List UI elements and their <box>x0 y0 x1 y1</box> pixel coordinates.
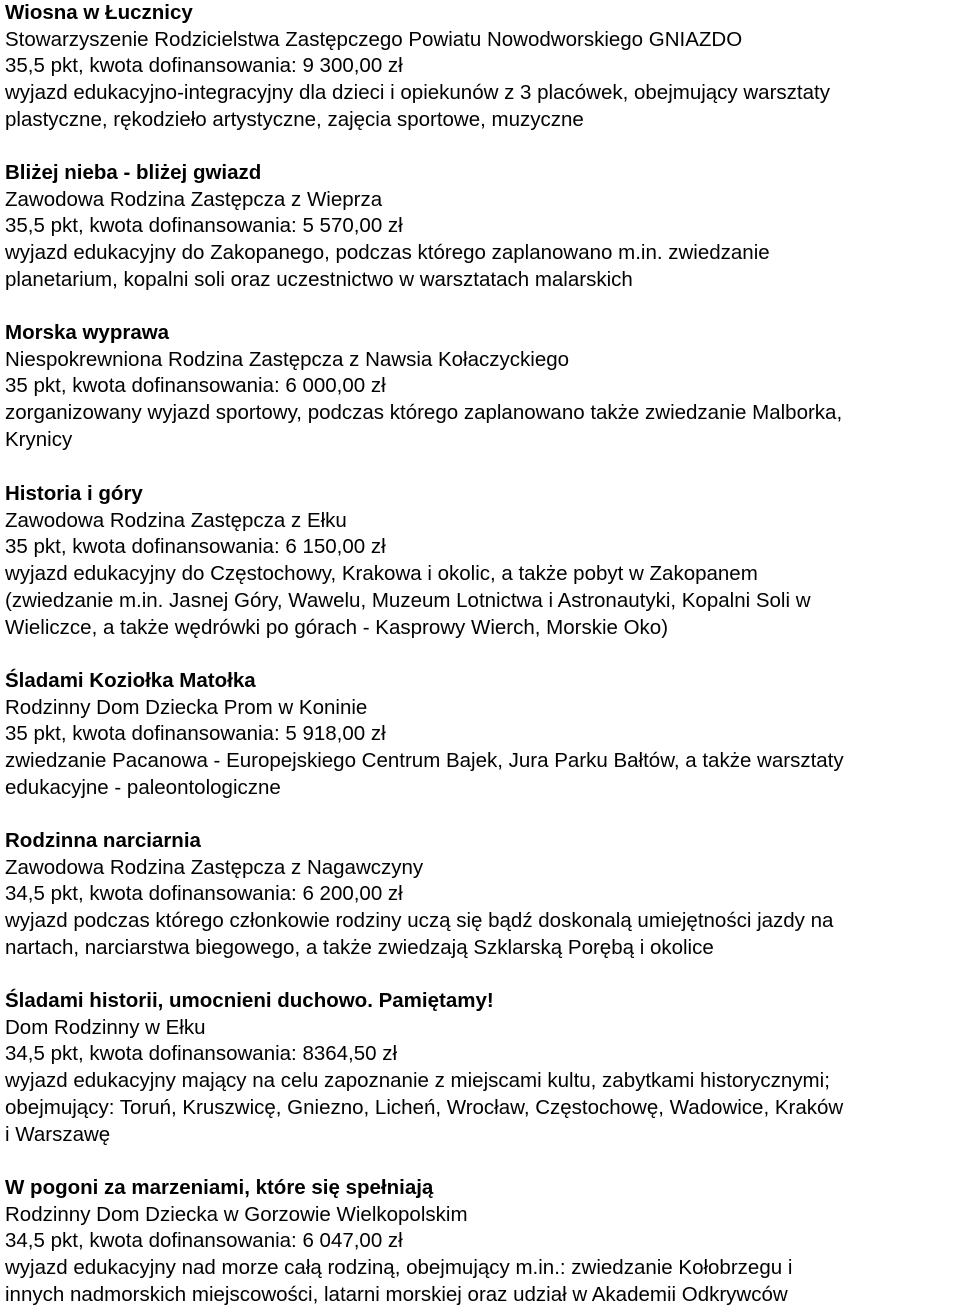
project-title: Bliżej nieba - bliżej gwiazd <box>5 161 262 184</box>
description-line: edukacyjne - paleontologiczne <box>5 775 281 799</box>
project-title: Śladami historii, umocnieni duchowo. Pamiętamy! <box>5 989 494 1012</box>
project-funding: 35,5 pkt, kwota dofinansowania: 9 300,00 zł <box>5 54 403 78</box>
description-line: Wieliczce, a także wędrówki po górach - Kasprowy Wierch, Morskie Oko) <box>5 615 669 639</box>
description-line: wyjazd edukacyjny nad morze całą rodziną, obejmujący m.in.: zwiedzanie Kołobrzegu i <box>5 1256 793 1280</box>
project-funding: 35 pkt, kwota dofinansowania: 5 918,00 zł <box>5 722 386 746</box>
project-description <box>5 908 960 961</box>
project-title: Rodzinna narciarnia <box>5 829 201 852</box>
project-funding: 35,5 pkt, kwota dofinansowania: 5 570,00 zł <box>5 214 403 238</box>
description-line: wyjazd edukacyjno-integracyjny dla dzieci i opiekunów z 3 placówek, obejmujący warsztaty <box>5 81 830 105</box>
description-line: wyjazd edukacyjny do Częstochowy, Krakowa i okolic, a także pobyt w Zakopanem <box>5 562 758 586</box>
project-title: Historia i góry <box>5 482 143 505</box>
project-funding: 34,5 pkt, kwota dofinansowania: 6 200,00 zł <box>5 882 403 906</box>
description-line: Krynicy <box>5 427 73 451</box>
project-entry <box>5 668 960 802</box>
project-description <box>5 240 960 293</box>
description-line: wyjazd podczas którego członkowie rodziny uczą się bądź doskonalą umiejętności jazdy na <box>5 909 834 933</box>
project-organization: Zawodowa Rodzina Zastępcza z Ełku <box>5 508 347 532</box>
project-organization: Rodzinny Dom Dziecka w Gorzowie Wielkopolskim <box>5 1202 468 1226</box>
project-organization: Stowarzyszenie Rodzicielstwa Zastępczego Powiatu Nowodworskiego GNIAZDO <box>5 27 743 51</box>
project-entry <box>5 0 960 134</box>
description-line: i Warszawę <box>5 1122 111 1146</box>
project-description <box>5 1255 960 1308</box>
description-line: (zwiedzanie m.in. Jasnej Góry, Wawelu, Muzeum Lotnictwa i Astronautyki, Kopalni Soli w <box>5 588 811 612</box>
project-description <box>5 80 960 133</box>
project-organization: Niespokrewniona Rodzina Zastępcza z Nawsia Kołaczyckiego <box>5 347 570 371</box>
project-description <box>5 748 960 801</box>
project-organization: Zawodowa Rodzina Zastępcza z Wieprza <box>5 187 383 211</box>
project-funding: 35 pkt, kwota dofinansowania: 6 150,00 zł <box>5 535 386 559</box>
project-title: Wiosna w Łucznicy <box>5 1 193 24</box>
project-funding: 34,5 pkt, kwota dofinansowania: 6 047,00 zł <box>5 1229 403 1253</box>
project-description <box>5 561 960 641</box>
project-title: Śladami Koziołka Matołka <box>5 669 256 692</box>
project-organization: Dom Rodzinny w Ełku <box>5 1015 206 1039</box>
description-line: plastyczne, rękodzieło artystyczne, zajęcia sportowe, muzyczne <box>5 107 584 131</box>
project-funding: 35 pkt, kwota dofinansowania: 6 000,00 zł <box>5 374 386 398</box>
project-organization: Zawodowa Rodzina Zastępcza z Nagawczyny <box>5 855 424 879</box>
description-line: planetarium, kopalni soli oraz uczestnictwo w warsztatach malarskich <box>5 267 633 291</box>
project-entry <box>5 160 960 294</box>
project-entry <box>5 828 960 962</box>
description-line: zwiedzanie Pacanowa - Europejskiego Centrum Bajek, Jura Parku Bałtów, a także warsztaty <box>5 749 844 773</box>
description-line: wyjazd edukacyjny do Zakopanego, podczas którego zaplanowano m.in. zwiedzanie <box>5 241 770 265</box>
project-entry <box>5 320 960 454</box>
description-line: obejmujący: Toruń, Kruszwicę, Gniezno, Licheń, Wrocław, Częstochowę, Wadowice, Kraków <box>5 1095 844 1119</box>
project-entry <box>5 481 960 641</box>
project-entry <box>5 1175 960 1309</box>
description-line: innych nadmorskich miejscowości, latarni morskiej oraz udział w Akademii Odkrywców <box>5 1282 788 1306</box>
project-entry <box>5 988 960 1148</box>
description-line: zorganizowany wyjazd sportowy, podczas którego zaplanowano także zwiedzanie Malborka, <box>5 401 843 425</box>
description-line: nartach, narciarstwa biegowego, a także zwiedzają Szklarską Porębą i okolice <box>5 935 714 959</box>
project-funding: 34,5 pkt, kwota dofinansowania: 8364,50 zł <box>5 1042 398 1066</box>
project-title: W pogoni za marzeniami, które się spełniają <box>5 1176 434 1199</box>
project-organization: Rodzinny Dom Dziecka Prom w Koninie <box>5 695 368 719</box>
description-line: wyjazd edukacyjny mający na celu zapoznanie z miejscami kultu, zabytkami historycznymi; <box>5 1069 830 1093</box>
project-title: Morska wyprawa <box>5 321 170 344</box>
project-description <box>5 1068 960 1148</box>
project-description <box>5 400 960 453</box>
